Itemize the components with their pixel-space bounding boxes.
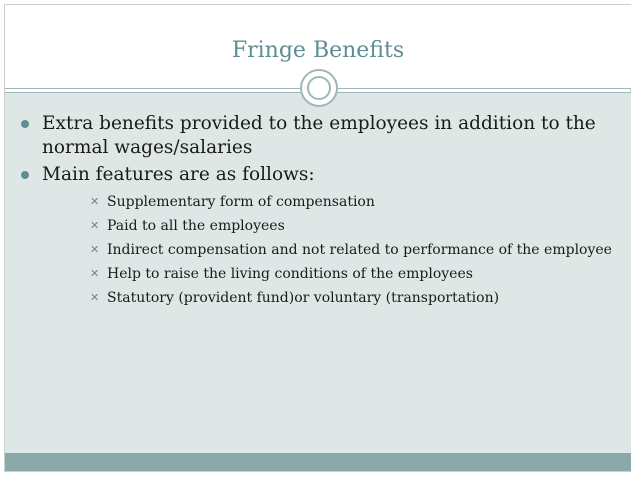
- sub-bullet-list: [42, 193, 620, 307]
- filled-circle-icon: [21, 120, 29, 128]
- ring-ornament-inner: [307, 76, 331, 100]
- filled-circle-icon: [21, 171, 29, 179]
- x-mark-icon: ✕: [90, 243, 100, 256]
- sub-bullet-text: Indirect compensation and not related to performance of the employee: [107, 242, 612, 258]
- bullet-item: [20, 112, 620, 160]
- slide-title: Fringe Benefits: [231, 38, 405, 63]
- x-mark-icon: ✕: [90, 267, 100, 280]
- sub-bullet-item: [90, 241, 620, 259]
- sub-bullet-text: Statutory (provident fund)or voluntary (transportation): [107, 290, 500, 306]
- x-mark-icon: ✕: [90, 195, 100, 208]
- bullet-text: Extra benefits provided to the employees in addition to the normal wages/salaries: [42, 113, 596, 158]
- sub-bullet-text: Help to raise the living conditions of the employees: [107, 266, 473, 282]
- sub-bullet-item: [90, 265, 620, 283]
- x-mark-icon: ✕: [90, 219, 100, 232]
- bottom-accent-bar: [5, 453, 631, 471]
- ring-ornament-icon: [300, 69, 338, 107]
- sub-bullet-item: [90, 217, 620, 235]
- bullet-text: Main features are as follows:: [42, 164, 315, 185]
- sub-bullet-item: [90, 193, 620, 211]
- x-mark-icon: ✕: [90, 291, 100, 304]
- bullet-item: [20, 163, 620, 307]
- sub-bullet-text: Paid to all the employees: [107, 218, 285, 234]
- sub-bullet-item: [90, 289, 620, 307]
- sub-bullet-text: Supplementary form of compensation: [107, 194, 375, 210]
- bullet-list: [20, 112, 620, 313]
